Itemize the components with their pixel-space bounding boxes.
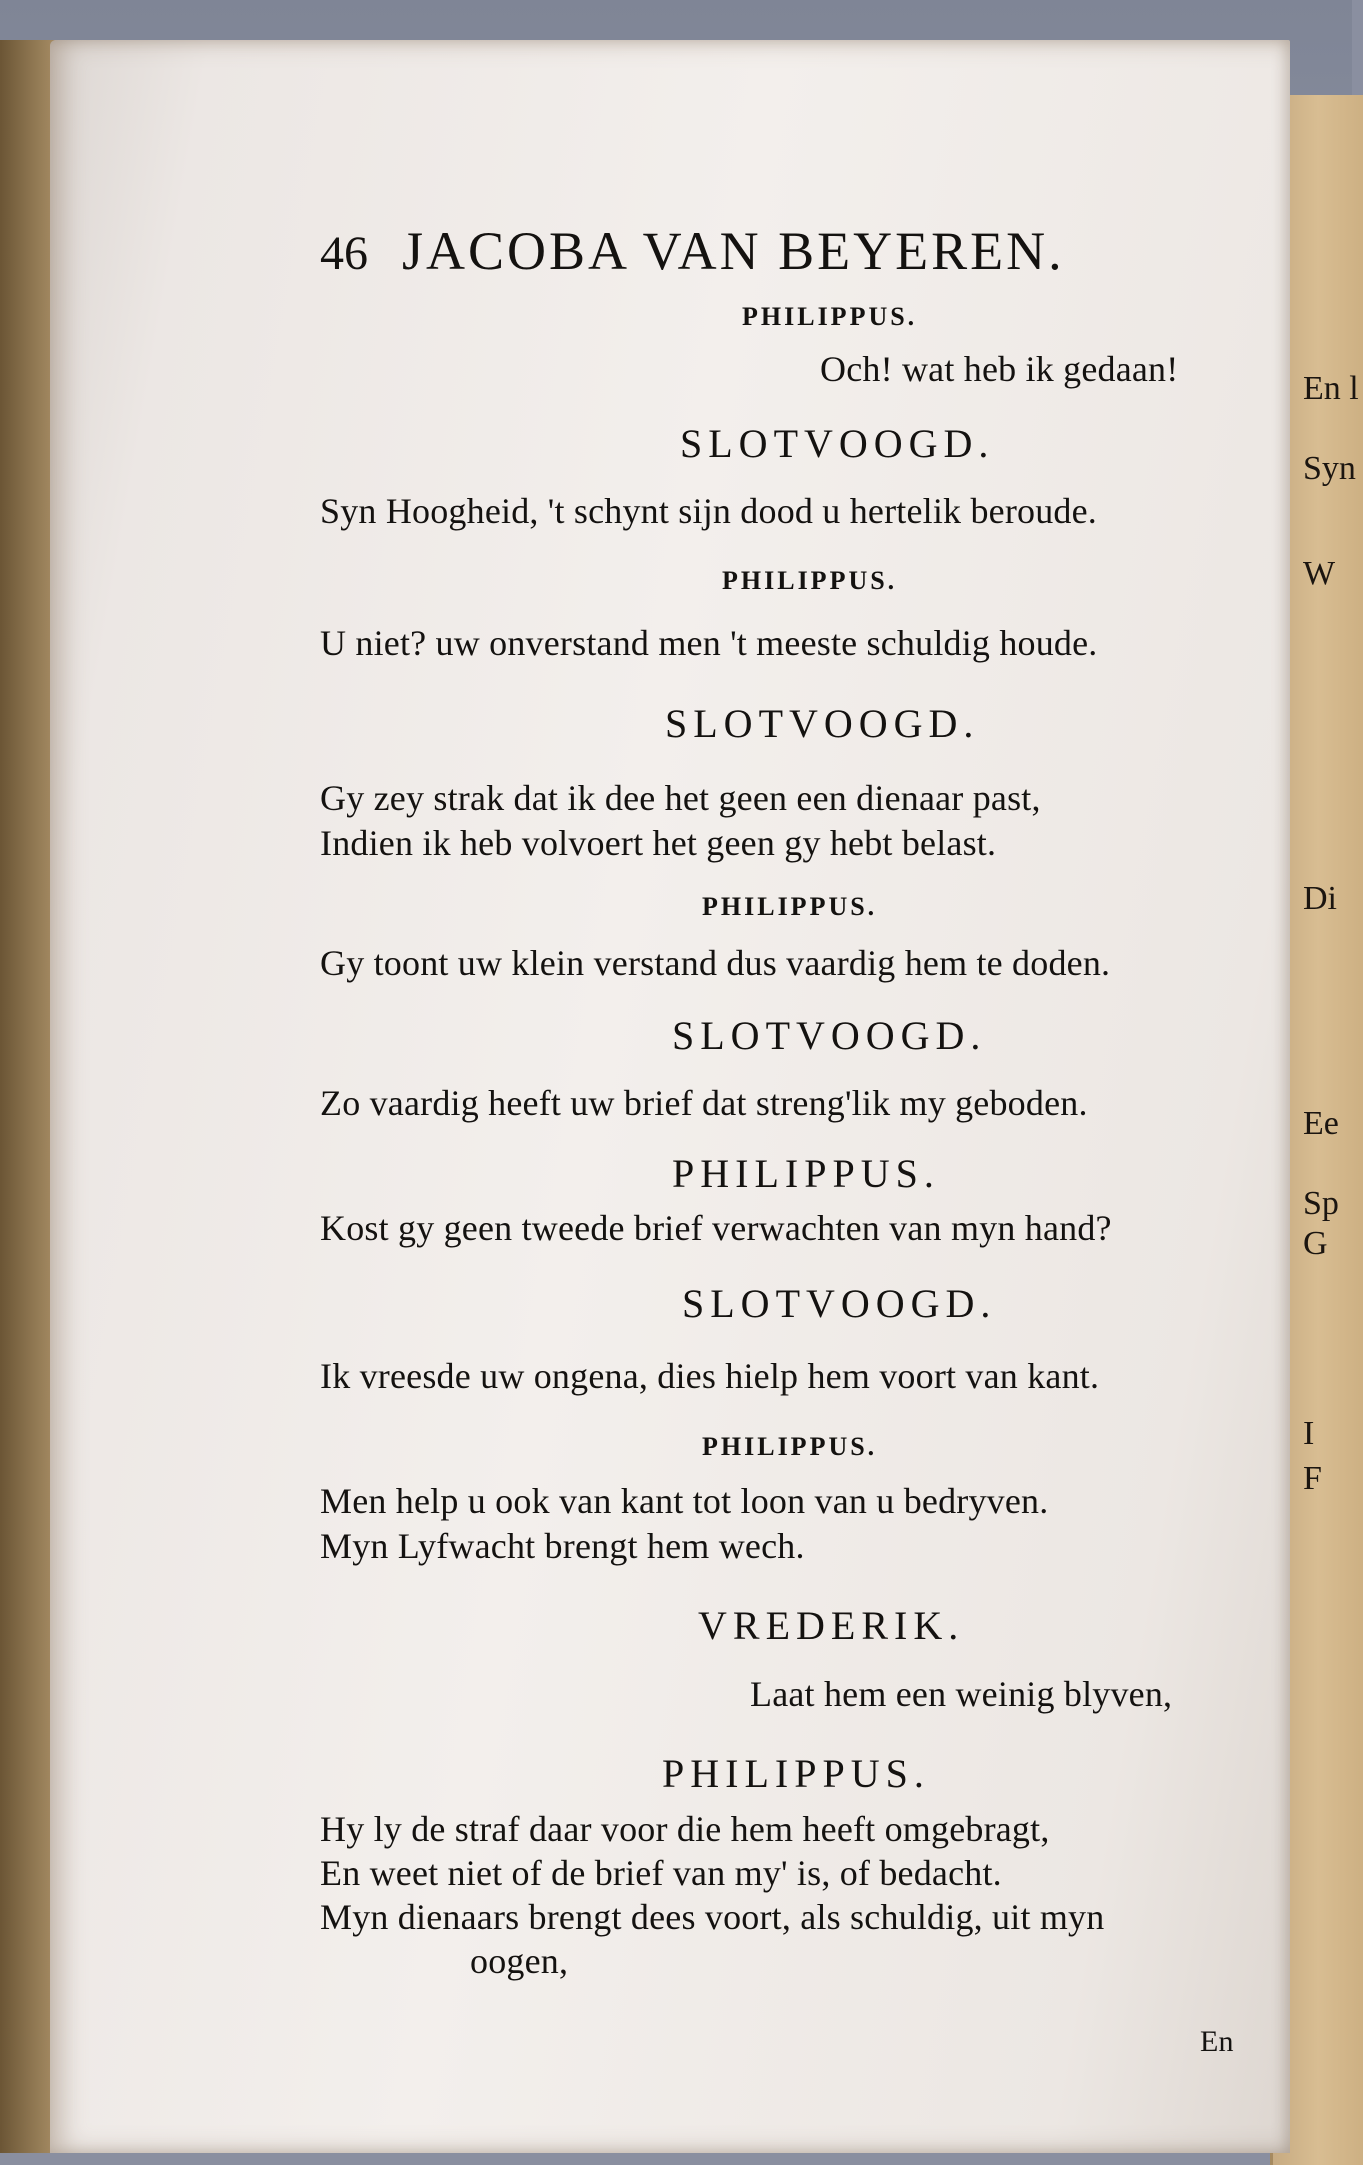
verse-line: Laat hem een weinig blyven,	[750, 1674, 1173, 1714]
verse-line: Kost gy geen tweede brief verwachten van myn hand?	[320, 1208, 1112, 1248]
adjacent-fragment: Sp	[1303, 1185, 1339, 1222]
verse-line: U niet? uw onverstand men 't meeste schuldig houde.	[320, 623, 1098, 663]
speaker-name: SLOTVOOGD.	[680, 421, 995, 466]
adjacent-fragment: Syn	[1303, 450, 1356, 487]
running-title: JACOBA VAN BEYEREN.	[402, 221, 1065, 281]
speaker-name: PHILIPPUS.	[672, 1151, 940, 1196]
adjacent-fragment: F	[1303, 1460, 1322, 1497]
speaker-name: SLOTVOOGD.	[672, 1013, 987, 1058]
speaker-name: VREDERIK.	[698, 1603, 965, 1648]
verse-line: Och! wat heb ik gedaan!	[820, 349, 1179, 389]
verse-line: Myn Lyfwacht brengt hem wech.	[320, 1526, 805, 1566]
verse-line: Myn dienaars brengt dees voort, als schuldig, uit myn	[320, 1897, 1105, 1937]
verse-line: Gy toont uw klein verstand dus vaardig hem te doden.	[320, 943, 1111, 983]
speaker-name: SLOTVOOGD.	[665, 701, 980, 746]
book-page	[50, 40, 1290, 2153]
speaker-name: PHILIPPUS.	[662, 1751, 930, 1796]
verse-line: Men help u ook van kant tot loon van u bedryven.	[320, 1481, 1049, 1521]
page-number: 46	[320, 227, 368, 280]
adjacent-fragment: En l	[1303, 370, 1359, 407]
speaker-name: PHILIPPUS.	[702, 892, 878, 921]
verse-line: Zo vaardig heeft uw brief dat streng'lik my geboden.	[320, 1083, 1088, 1123]
speaker-name: PHILIPPUS.	[702, 1432, 878, 1461]
speaker-name: SLOTVOOGD.	[682, 1281, 997, 1326]
catchword: En	[1200, 2025, 1234, 2058]
verse-line: En weet niet of de brief van my' is, of bedacht.	[320, 1853, 1002, 1893]
adjacent-fragment: Ee	[1303, 1105, 1339, 1142]
adjacent-fragment: G	[1303, 1225, 1328, 1262]
page-text-block	[50, 40, 1290, 2153]
adjacent-fragment: Di	[1303, 880, 1337, 917]
verse-line: Hy ly de straf daar voor die hem heeft omgebragt,	[320, 1809, 1050, 1849]
adjacent-fragment: I	[1303, 1415, 1315, 1452]
running-header	[320, 220, 1065, 282]
verse-line: oogen,	[470, 1941, 569, 1981]
verse-line: Indien ik heb volvoert het geen gy hebt belast.	[320, 823, 997, 863]
verse-line: Gy zey strak dat ik dee het geen een dienaar past,	[320, 778, 1041, 818]
speaker-name: PHILIPPUS.	[742, 302, 918, 331]
adjacent-fragment: W	[1303, 555, 1336, 592]
verse-line: Ik vreesde uw ongena, dies hielp hem voort van kant.	[320, 1356, 1100, 1396]
speaker-name: PHILIPPUS.	[722, 566, 898, 595]
verse-line: Syn Hoogheid, 't schynt sijn dood u hertelik beroude.	[320, 491, 1097, 531]
